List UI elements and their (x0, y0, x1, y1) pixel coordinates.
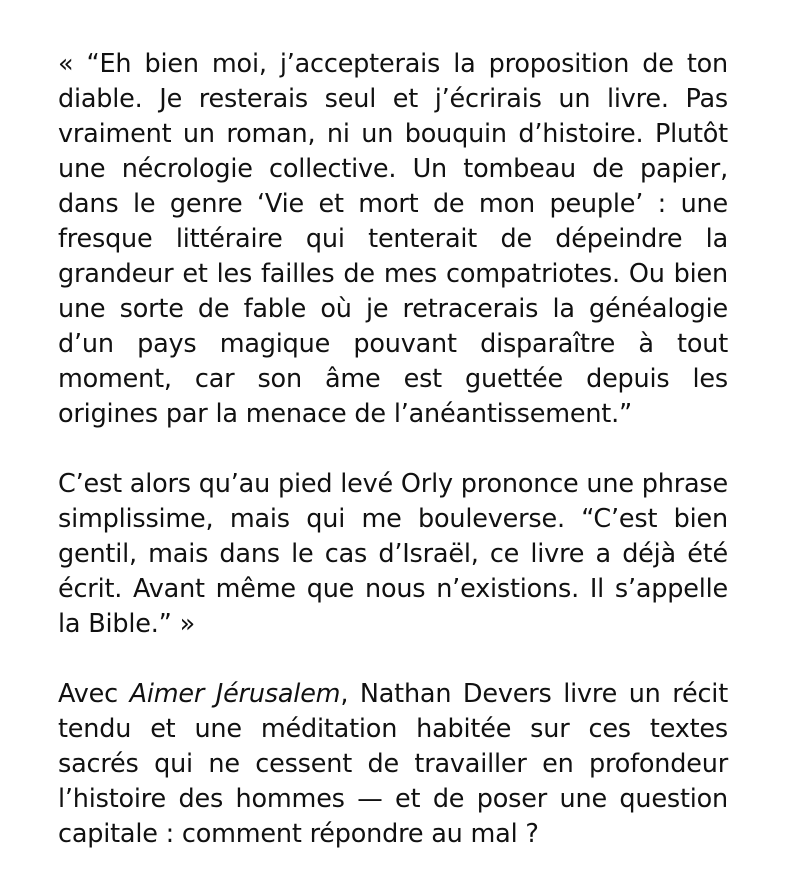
quote-paragraph-1: « “Eh bien moi, j’accepterais la proposition de ton diable. Je resterais seul et j’écrirais un livre. Pas vraiment un roman, ni un bouquin d’histoire. Plutôt une nécrologie collective. Un tombeau de papier, dans le genre ‘Vie et mort de mon peuple’ : une fresque littéraire qui tenterait de dépeindre la grandeur et les failles de mes compatriotes. Ou bien une sorte de fable où je retracerais la généalogie d’un pays magique pouvant disparaître à tout moment, car son âme est guettée depuis les origines par la menace de l’anéantissement.” (58, 49, 728, 429)
summary-paragraph (58, 677, 728, 852)
summary-text: , Nathan Devers livre un récit tendu et une méditation habitée sur ces textes sacrés qui ne cessent de travailler en profondeur l’histoire des hommes — et de poser une question capitale : comment répondre au mal ? (58, 679, 728, 849)
summary-prefix: Avec (58, 679, 130, 709)
book-title: Aimer Jérusalem (129, 679, 341, 709)
quote-paragraph-2: C’est alors qu’au pied levé Orly prononce une phrase simplissime, mais qui me bouleverse. “C’est bien gentil, mais dans le cas d’Israël, ce livre a déjà été écrit. Avant même que nous n’existions. Il s’appelle la Bible.” » (58, 469, 728, 639)
